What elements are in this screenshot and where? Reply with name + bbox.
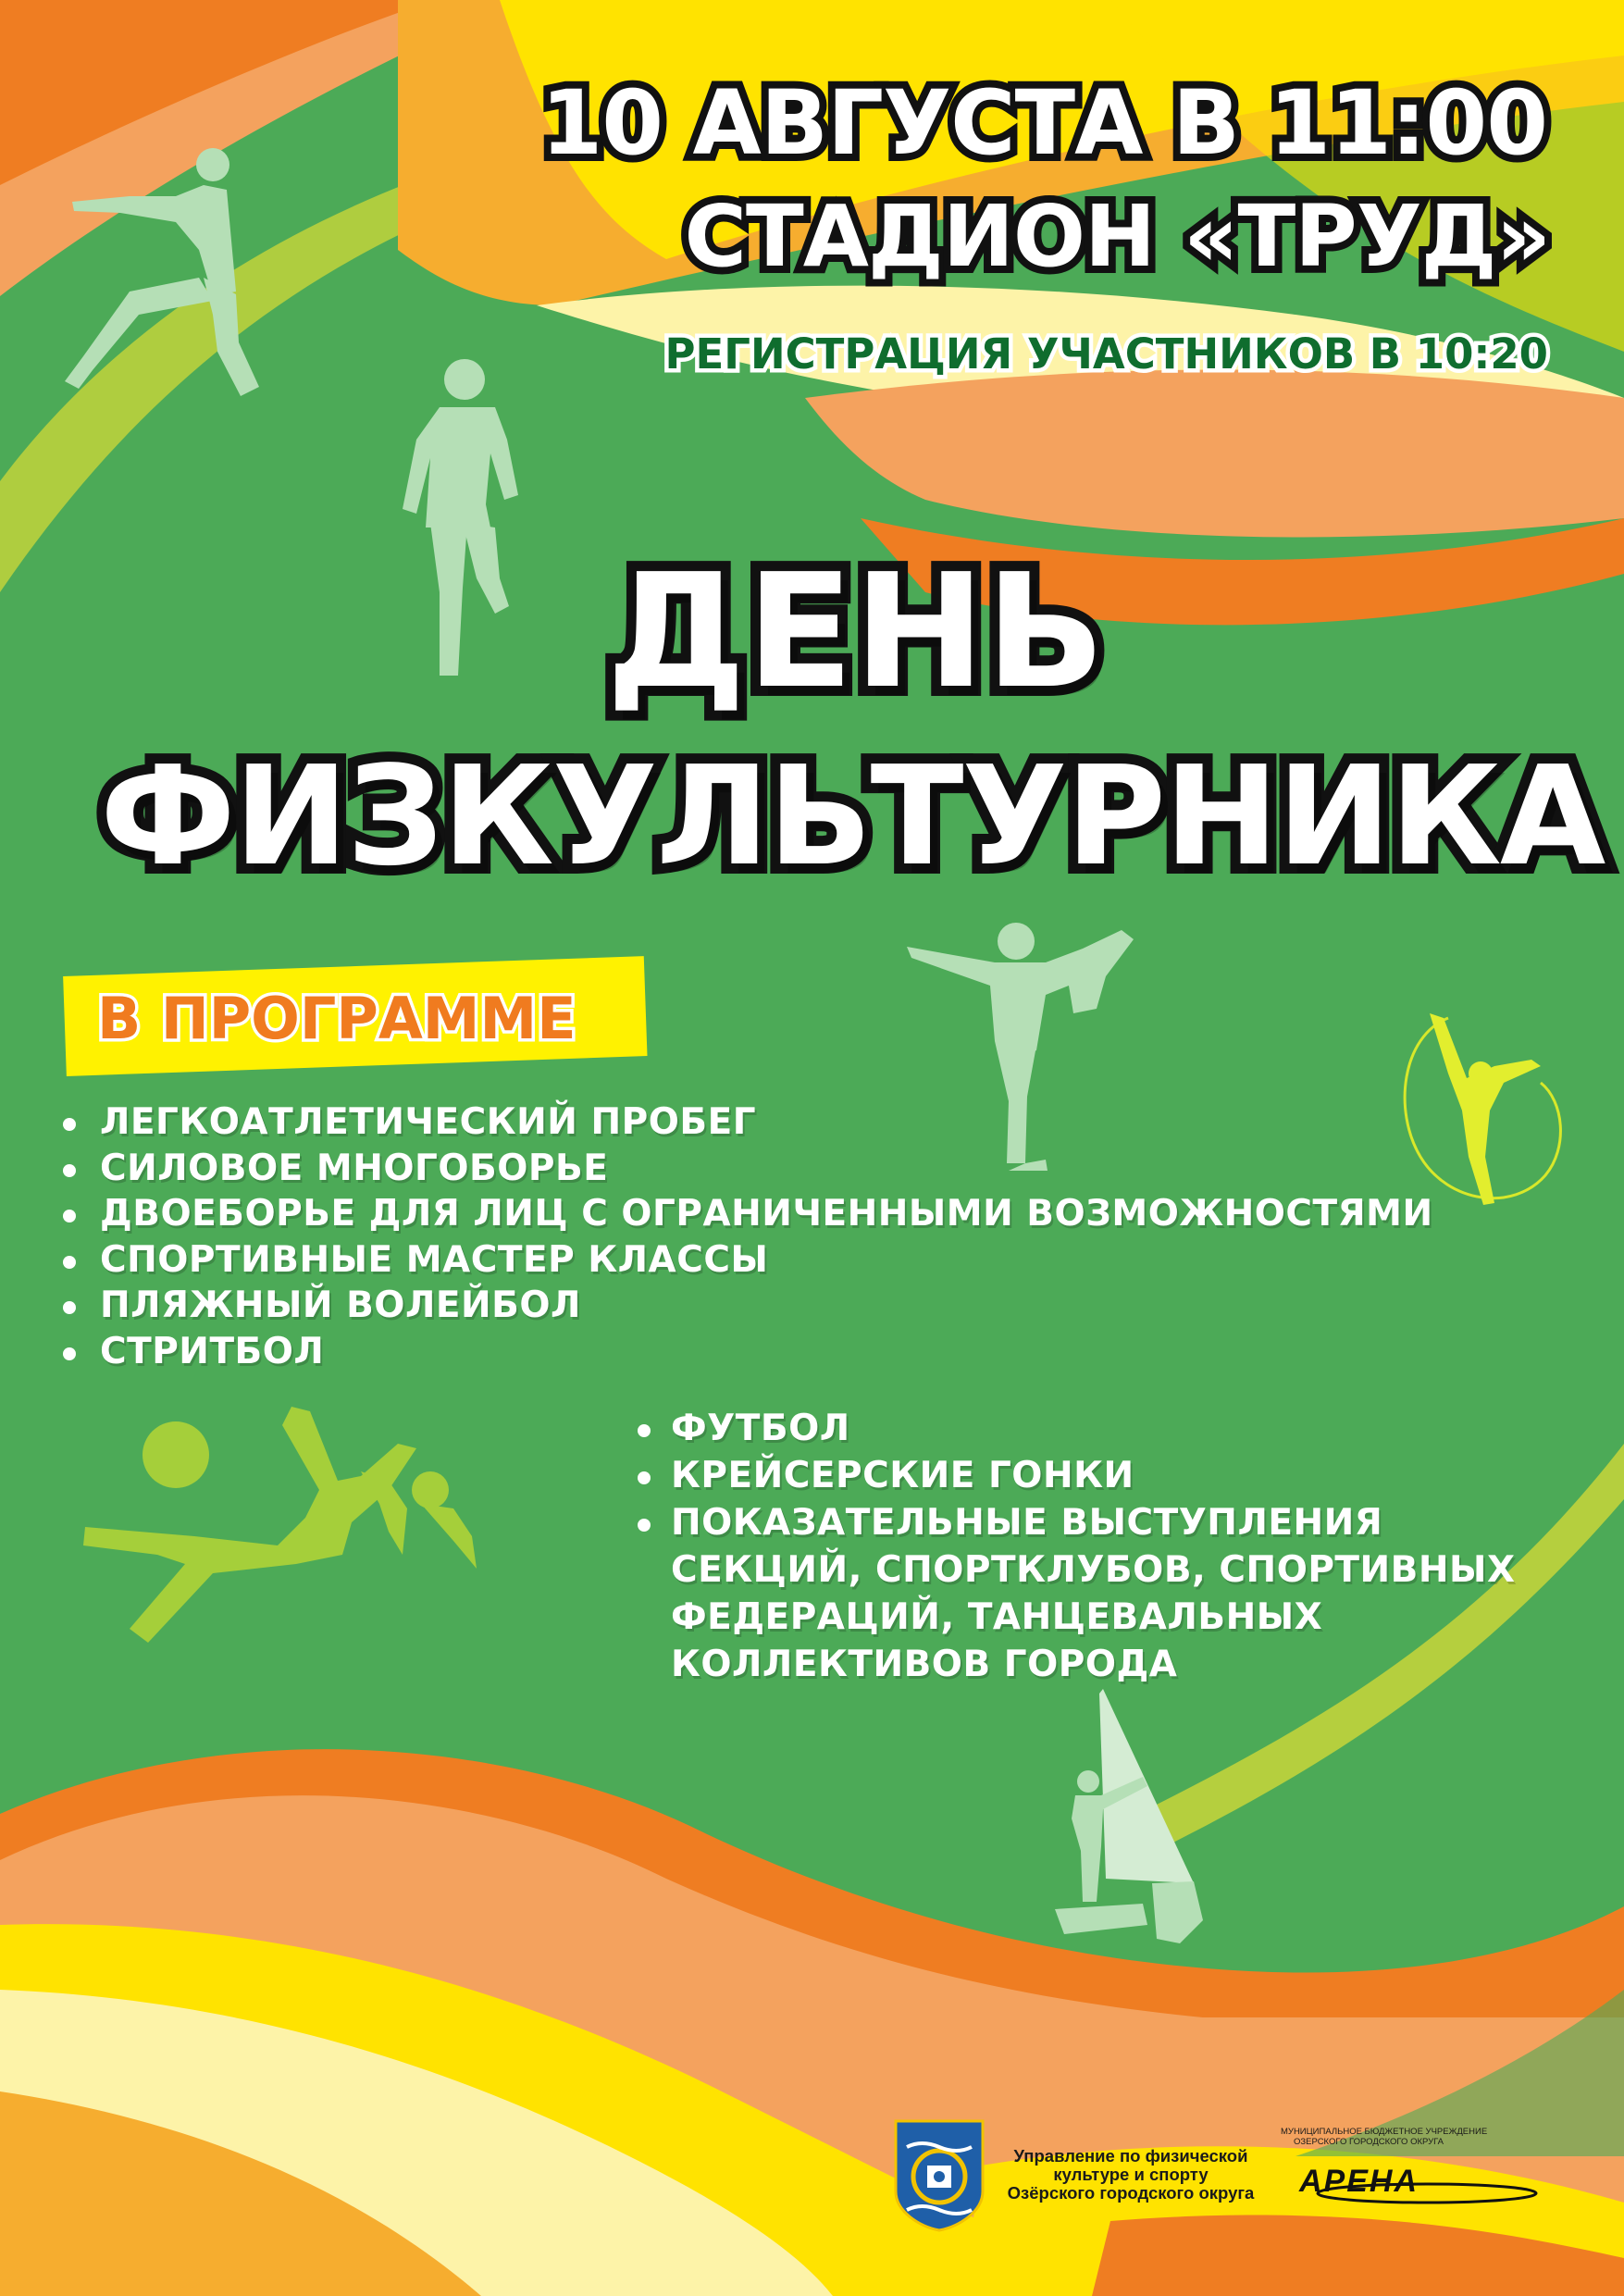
list-item: ФУТБОЛ [671, 1405, 1587, 1452]
runner-woman-icon [65, 139, 268, 407]
windsurfer-icon [1055, 1689, 1240, 1957]
list-item: ПОКАЗАТЕЛЬНЫЕ ВЫСТУПЛЕНИЯ СЕКЦИЙ, СПОРТКЛУБОВ, СПОРТИВНЫХ ФЕДЕРАЦИЙ, ТАНЦЕВАЛЬНЫХ КОЛЛЕКТИВОВ ГОРОДА [671, 1499, 1587, 1688]
list-item: СИЛОВОЕ МНОГОБОРЬЕ [100, 1146, 1433, 1192]
event-date-time: 10 АВГУСТА В 11:00 [540, 71, 1547, 175]
list-item: ДВОЕБОРЬЕ ДЛЯ ЛИЦ С ОГРАНИЧЕННЫМИ ВОЗМОЖНОСТЯМИ [100, 1191, 1433, 1237]
org-name-line: культуре и спорту [1053, 2165, 1209, 2184]
org-name-line: Озёрского городского округа [1007, 2183, 1255, 2203]
arena-name: АРЕНА [1299, 2164, 1419, 2199]
runner-man-icon [389, 356, 527, 676]
poster-title-line-2: ФИЗКУЛЬТУРНИКА [100, 737, 1605, 896]
city-crest-icon [894, 2119, 985, 2232]
registration-time: РЕГИСТРАЦИЯ УЧАСТНИКОВ В 10:20 [664, 329, 1548, 379]
program-list-left [100, 1099, 1433, 1374]
arena-caption-1: МУНИЦИПАЛЬНОЕ БЮДЖЕТНОЕ УЧРЕЖДЕНИЕ [1281, 2127, 1488, 2137]
list-item: ЛЕГКОАТЛЕТИЧЕСКИЙ ПРОБЕГ [100, 1099, 1433, 1146]
list-item: СПОРТИВНЫЕ МАСТЕР КЛАССЫ [100, 1237, 1433, 1284]
program-list-right [671, 1405, 1587, 1688]
poster-title-line-1: ДЕНЬ [606, 540, 1106, 724]
list-item: КРЕЙСЕРСКИЕ ГОНКИ [671, 1452, 1587, 1499]
list-item: СТРИТБОЛ [100, 1329, 1433, 1375]
org-name-line: Управление по физической [1013, 2146, 1248, 2166]
arena-caption-2: ОЗЕРСКОГО ГОРОДСКОГО ОКРУГА [1294, 2137, 1444, 2147]
event-venue: СТАДИОН «ТРУД» [684, 187, 1550, 286]
footer-sponsors [894, 2119, 1551, 2240]
program-heading: В ПРОГРАММЕ [97, 985, 576, 1052]
football-kick-icon [83, 1407, 481, 1643]
org-name [992, 2147, 1270, 2203]
list-item: ПЛЯЖНЫЙ ВОЛЕЙБОЛ [100, 1283, 1433, 1329]
